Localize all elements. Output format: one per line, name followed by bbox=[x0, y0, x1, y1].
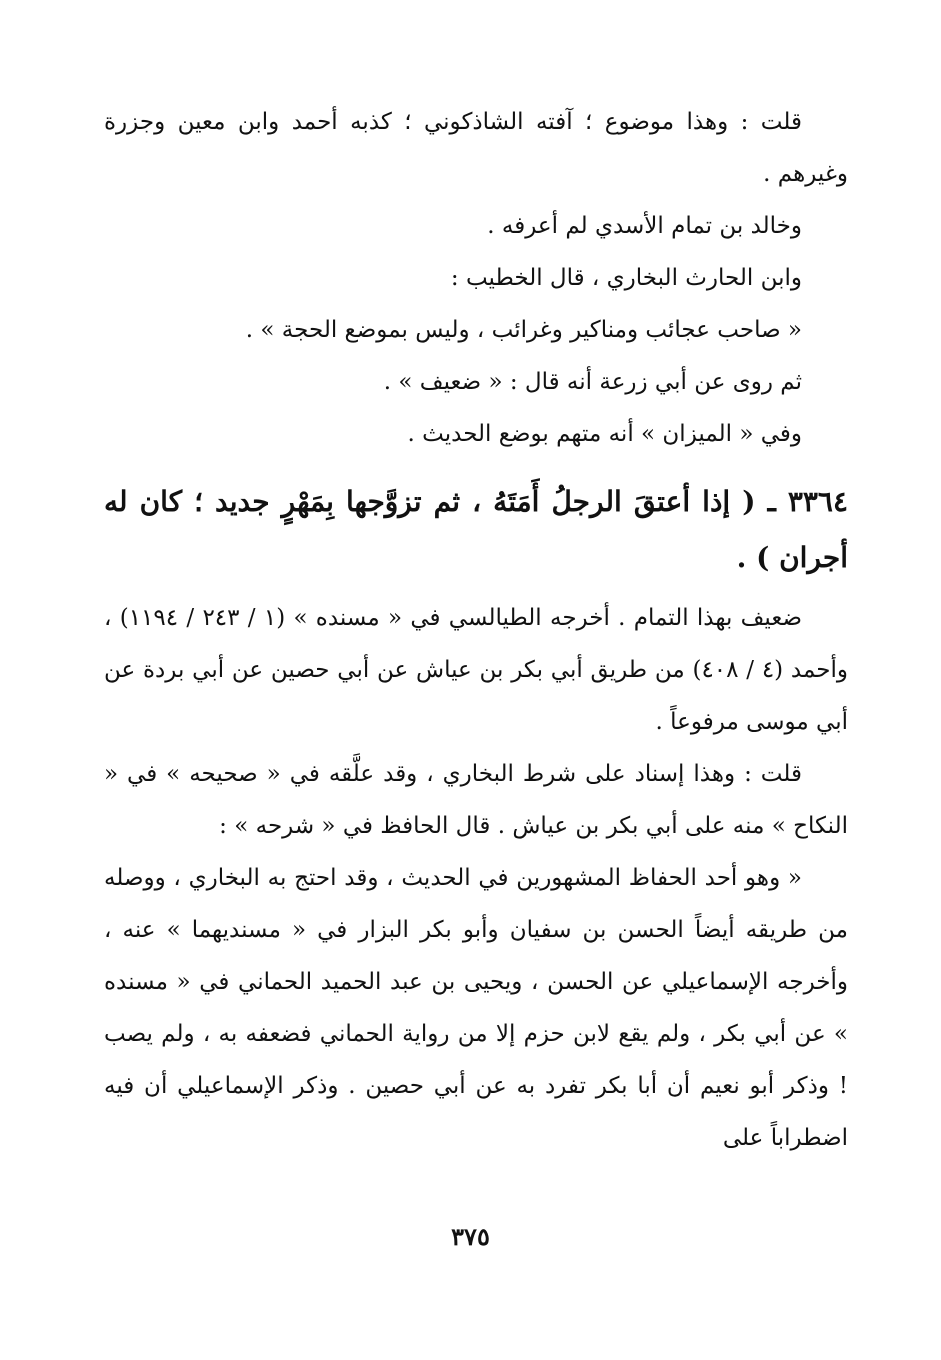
paragraph-mizan: وفي « الميزان » أنه متهم بوضع الحديث . bbox=[407, 421, 802, 447]
page-number: ٣٧٥ bbox=[451, 1222, 490, 1251]
page-body bbox=[104, 96, 848, 1164]
paragraph-khalid: وخالد بن تمام الأسدي لم أعرفه . bbox=[487, 213, 802, 239]
paragraph-bukhari-condition: قلت : وهذا إسناد على شرط البخاري ، وقد علَّقه في « صحيحه » في « النكاح » منه على أبي بكر بن عياش . قال الحافظ في « شرحه » : bbox=[104, 761, 848, 839]
paragraph-shadhakuni: قلت : وهذا موضوع ؛ آفته الشاذكوني ؛ كذبه أحمد وابن معين وجزرة وغيرهم . bbox=[104, 109, 848, 187]
quote-khatib: « صاحب عجائب ومناكير وغرائب ، وليس بموضع الحجة » . bbox=[245, 317, 802, 343]
paragraph-takhrij: ضعيف بهذا التمام . أخرجه الطيالسي في « مسنده » (١ / ٢٤٣ / ١١٩٤) ، وأحمد (٤ / ٤٠٨) من طريق أبي بكر بن عياش عن أبي حصين عن أبي بردة عن أبي موسى مرفوعاً . bbox=[104, 605, 849, 735]
paragraph-abu-zura: ثم روى عن أبي زرعة أنه قال : « ضعيف » . bbox=[383, 369, 802, 395]
hadith-heading: ٣٣٦٤ ـ ( إذا أعتقَ الرجلُ أَمَتَهُ ، ثم تزوَّجها بِمَهْرٍ جديد ؛ كان له أجران ) . bbox=[104, 485, 848, 574]
paragraph-ibn-al-harith: وابن الحارث البخاري ، قال الخطيب : bbox=[450, 265, 802, 291]
quote-hafiz: « وهو أحد الحفاظ المشهورين في الحديث ، وقد احتج به البخاري ، ووصله من طريقه أيضاً الحسن بن سفيان وأبو بكر البزار في « مسنديهما » عنه ، وأخرجه الإسماعيلي عن الحسن ، ويحيى بن عبد الحميد الحماني في « مسنده » عن أبي بكر ، ولم يقع لابن حزم إلا من رواية الحماني فضعفه به ، ولم يصب ! وذكر أبو نعيم أن أبا بكر تفرد به عن أبي حصين . وذكر الإسماعيلي أن فيه اضطراباً على bbox=[104, 865, 848, 1151]
